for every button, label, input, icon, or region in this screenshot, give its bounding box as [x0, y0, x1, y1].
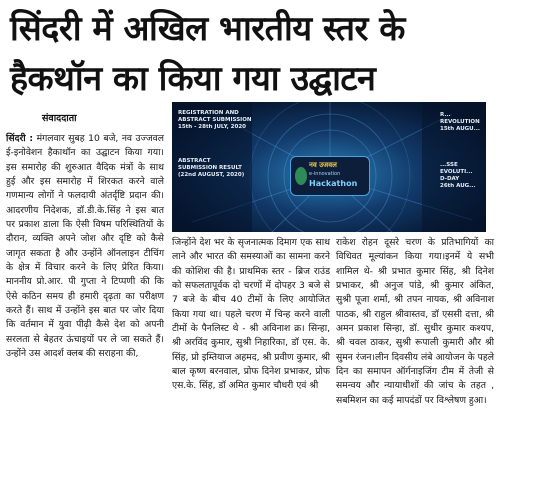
article-column-2 [172, 236, 330, 394]
article-column-3 [336, 236, 494, 408]
column-3-text: राकेश रोहन दूसरे चरण के प्रतिभागियों का विधिवत मूल्यांकन किया गया।इनमें ये सभी शामिल थे- श्री प्रभात कुमार सिंह, श्री दिनेश प्रभाकर, श्री अनुज पांडे, श्री कुमार अंकित, सुश्री पूजा शर्मा, श्री तपन नायक, श्री अविनाश पाठक, श्री राहुल श्रीवास्तव, डॉ एससी दत्ता, श्री अमन प्रकाश सिन्हा, डॉ. सुधीर कुमार कश्यप, श्री चवल ठाकर, सुश्री रूपाली कुमारी और श्री सुमन रंजन।लीन दिवसीय लंबे आयोजन के पहले दिन का समापन ऑर्गनाइजिंग टीम में तेजी से समन्वय और न्यायाधीशों की जांच के तहत , सबमिशन का कई मापदंडों पर विश्लेषण हुआ। [336, 237, 494, 406]
column-1-paragraph [6, 132, 164, 362]
column-1-text: मंगलवार सुबह 10 बजे, नव उज्जवल ई-इनोवेशन हैकाथॉन का उद्घाटन किया गया। इस समारोह की शुरुआत वैदिक मंत्रों के साथ हुई और इस समारोह में शिरकत करने वाले गणमान्य लोगों ने फलदायी अंतर्दृष्टि प्रदान की। आदरणीय निदेशक, डॉ.डी.के.सिंह ने इस बात पर प्रकाश डाला कि ऐसी विषम परिस्थितियों के दौरान, व्यक्ति अपने जोश और दृष्टि को कैसे जागृत सकता है और उन्होंने ऑनलाइन टीचिंग के क्षेत्र में विचार करने के लिए प्रेरित किया। माननीय प्रो.आर. पी गुप्ता ने टिप्पणी की कि ऐसे कठिन समय ही हमारी दृढ़ता का परीक्षण करते हैं। साथ में उन्होंने इस बात पर जोर दिया कि वर्तमान में युवा पीढ़ी कैसे देश को अपनी सरलता से बेहतर ऊंचाइयों पर ले जा सकते हैं। उन्होंने उस आदर्श क्लब की सराहना की, [6, 133, 164, 360]
headline [10, 4, 530, 104]
headline-line-1: सिंदरी में अखिल भारतीय स्तर के [10, 9, 405, 49]
dateline: सिंदरी : [6, 133, 34, 144]
badge-name: Hackathon [309, 179, 358, 188]
hackathon-logo-badge [290, 156, 370, 196]
photo-right-text-bottom: ...SSE EVOLUTI... D-DAY 26th AUG... [440, 162, 476, 189]
byline: संवाददाता [42, 113, 77, 124]
event-photo [172, 102, 486, 232]
leaf-logo-icon [295, 167, 307, 185]
photo-registration-text: REGISTRATION AND ABSTRACT SUBMISSION 15th - 28th JULY, 2020 [178, 110, 252, 130]
article-column-1 [6, 132, 164, 362]
photo-right-text-top: R... REVOLUTION 15th AUGU... [440, 112, 480, 132]
photo-result-text: ABSTRACT SUBMISSION RESULT (22nd AUGUST, 2020) [178, 158, 245, 178]
badge-title: नव उजवल [309, 161, 337, 169]
column-2-text: जिन्होंने देश भर के सृजनात्मक दिमाग एक साथ लाने और भारत की समस्याओं का सामना करने की कोशिश की है। प्राथमिक स्तर - ब्रिज राउंड को सफलतापूर्वक दो चरणों में दोपहर 3 बजे से 7 बजे के बीच 40 टीमों के लिए आयोजित किया गया था। पहले चरण में चिन्ह करने वाली टीमों के पैनलिस्ट थे - श्री अविनाश क्र। सिन्हा, श्री अरविंद कुमार, सुश्री निहारिका, डॉ एस. के. सिंह, प्रो इम्तियाज अहमद, श्री प्रवीण कुमार, श्री बाल कृष्ण बरनवाल, प्रोफ दिनेश प्रभाकर, प्रोफ एस.के. सिंह, डॉ अमित कुमार चौधरी एवं श्री [172, 237, 331, 392]
badge-subtitle: e-innovation [309, 171, 341, 177]
headline-line-2: हैकथॉन का किया गया उद्घाटन [10, 59, 376, 99]
